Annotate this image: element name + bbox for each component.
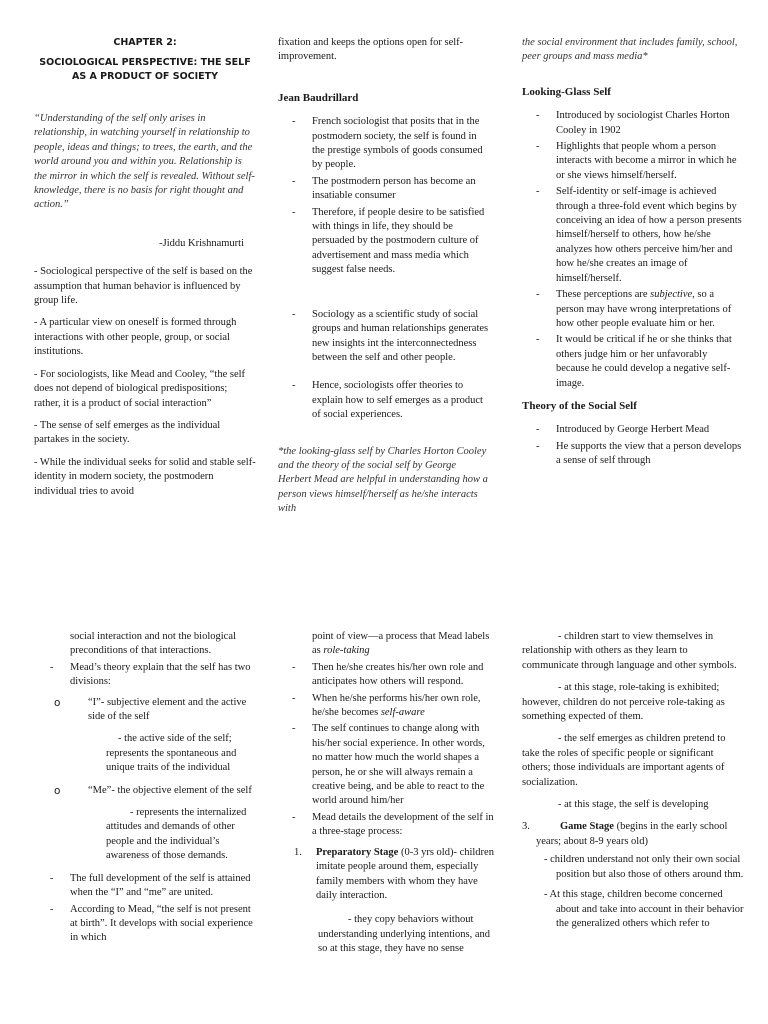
page2-column-2 — [278, 630, 494, 957]
emphasis: subjective — [650, 289, 693, 301]
list-item: - Introduced by sociologist Charles Horton Cooley in 1902 — [522, 109, 742, 138]
list-item: - The postmodern person has become an insatiable consumer — [278, 175, 490, 204]
italic-note: *the looking-glass self by Charles Horton Cooley and the theory of the social self by George Herbert Mead are helpful in understanding how a person views himself/herself as he/she interacts with — [278, 445, 488, 515]
chapter-label: CHAPTER 2: — [113, 37, 177, 48]
continued-text: fixation and keeps the options open for self-improvement. — [278, 37, 464, 63]
social-self-list — [522, 423, 742, 468]
sub-item-description: - represents the internalized attitudes and demands of other people and the individual’s awareness of those demands. — [106, 807, 247, 862]
section-heading-looking-glass: Looking-Glass Self — [522, 85, 611, 98]
page2-column-1 — [36, 630, 258, 948]
text-run: , so a person may have wrong interpretations of how other people evaluate him or her. — [556, 289, 732, 329]
stage-description: - children understand not only their own social position but also those of others around thm. — [544, 854, 744, 880]
text-run: When he/she performs his/her own role, he/she becomes — [312, 692, 481, 719]
stage-description: - the self emerges as children pretend to take the roles of specific people or significant others; those individuals are important agents of socialization. — [522, 733, 726, 788]
stage-description: - at this stage, role-taking is exhibited; however, children do not perceive role-taking as something expected of them. — [522, 682, 725, 723]
list-item: - Sociology as a scientific study of social groups and human relationships generates new insights int the interconnectedness between the self and other people. — [278, 308, 490, 366]
stage-text: (begins in the early school years; about 8-9 years old) — [536, 821, 728, 847]
role-list — [278, 661, 494, 840]
looking-glass-list — [522, 109, 742, 391]
stage-description: - at this stage, the self is developing — [558, 799, 709, 811]
italic-note-continued: the social environment that includes family, school, peer groups and mass media* — [522, 37, 738, 63]
list-item: - French sociologist that posits that in the postmodern society, the self is found in the prestige symbols of goods consumed by people. — [278, 115, 490, 173]
list-item: - Therefore, if people desire to be satisfied with things in life, they should be persuaded by the postmodern culture of advertisement and mass media which suggest false needs. — [278, 206, 490, 278]
emphasis: role-taking — [323, 645, 370, 657]
stage-description: - At this stage, children become concerned about and take into account in their behavior the generalized others which refer to — [544, 889, 744, 929]
chapter-title: SOCIOLOGICAL PERSPECTIVE: THE SELF AS A PRODUCT OF SOCIETY — [39, 57, 251, 82]
baudrillard-list — [278, 115, 490, 277]
sub-item-i — [36, 696, 258, 725]
list-item: - Mead details the development of the self in a three-stage process: — [278, 811, 494, 840]
circle-bullet-icon: o — [54, 784, 61, 797]
sub-item-me — [36, 784, 258, 798]
stage-title: Game Stage — [560, 821, 614, 833]
krishnamurti-quote: “Understanding of the self only arises in relationship, in watching yourself in relationship to people, ideas and things; to trees, the earth, and the world around you and within you. Relationship is the mirror in which the self is revealed. Without self-knowledge, there is no basis for right thought and action.” — [34, 113, 255, 211]
list-item: - Introduced by George Herbert Mead — [522, 423, 742, 437]
mead-list-continued — [36, 872, 258, 946]
paragraph: - A particular view on oneself is formed through interactions with other people, group, or social institutions. — [34, 317, 237, 358]
list-item: - Highlights that people whom a person interacts with become a mirror in which he or she views himself/herself. — [522, 140, 742, 183]
text-run: point of view—a process that Mead labels as — [312, 631, 490, 657]
text-run: These perceptions are — [556, 289, 651, 301]
paragraph: - While the individual seeks for solid and stable self-identity in modern society, the postmodern individual tries to avoid — [34, 456, 256, 497]
paragraph: - For sociologists, like Mead and Cooley, “the self does not depend of biological predispositions; rather, it is a product of social interaction” — [34, 368, 246, 409]
page1-column-3 — [522, 36, 742, 471]
page1-column-1 — [34, 36, 256, 507]
section-heading-baudrillard: Jean Baudrillard — [278, 91, 359, 104]
list-item: - Self-identity or self-image is achieved through a three-fold event which begins by conceiving an idea of how a person presents himself/herself to others, how he/she analyzes how others perceive him/her and how he/she creates an image of himself/herself. — [522, 185, 742, 286]
continued-text: social interaction and not the biological preconditions of that interactions. — [70, 631, 236, 657]
stage-number: 3. — [522, 821, 530, 833]
sociology-list — [278, 308, 490, 366]
page1-column-2 — [278, 36, 490, 517]
list-item: - According to Mead, “the self is not present at birth”. It develops with social experience in which — [36, 903, 258, 946]
stage-1 — [286, 846, 494, 904]
paragraph: - Sociological perspective of the self is based on the assumption that human behavior is influenced by group life. — [34, 266, 253, 307]
list-item: - The full development of the self is attained when the “I” and “me” are united. — [36, 872, 258, 901]
continued-text — [312, 630, 494, 659]
section-heading-social-self: Theory of the Social Self — [522, 399, 637, 412]
stage-text: (0-3 yrs old)- children imitate people around them, especially family members with whom they have daily interaction. — [316, 846, 494, 901]
stage-3 — [522, 820, 744, 849]
list-item: - It would be critical if he or she thinks that others judge him or her unfavorably because he could develop a negative self-image. — [522, 333, 742, 391]
paragraph: - The sense of self emerges as the individual partakes in the society. — [34, 419, 221, 446]
list-item — [522, 288, 742, 331]
sub-item-description: - the active side of the self; represents the spontaneous and unique traits of the individual — [106, 733, 237, 774]
list-item: - Hence, sociologists offer theories to explain how to self emerges as a product of social experiences. — [278, 379, 490, 422]
list-item — [278, 692, 494, 721]
stage-number: 1. — [294, 846, 302, 858]
stage-description: - children start to view themselves in relationship with others as they learn to communicate through language and other symbols. — [522, 631, 737, 671]
sub-item-text: “Me”- the objective element of the self — [88, 784, 252, 796]
circle-bullet-icon: o — [54, 696, 61, 709]
list-item: - Then he/she creates his/her own role and anticipates how others will respond. — [278, 661, 494, 690]
list-item: - He supports the view that a person develops a sense of self through — [522, 440, 742, 469]
stage-title: Preparatory Stage — [316, 846, 399, 858]
page2-column-3 — [522, 630, 744, 931]
quote-attribution: -Jiddu Krishnamurti — [159, 237, 244, 249]
emphasis: self-aware — [380, 707, 425, 719]
list-item: - The self continues to change along with his/her social experience. In other words, no matter how much the world shapes a person, he or she will always remain a creative being, and be able to react to the world around him/her — [278, 722, 494, 808]
sub-item-text: “I”- subjective element and the active side of the self — [88, 696, 247, 723]
stage-description: - they copy behaviors without understanding underlying intentions, and so at this stage, they have no sense — [318, 914, 491, 955]
mead-list — [36, 661, 258, 690]
theories-list — [278, 379, 490, 422]
list-item: - Mead’s theory explain that the self has two divisions: — [36, 661, 258, 690]
